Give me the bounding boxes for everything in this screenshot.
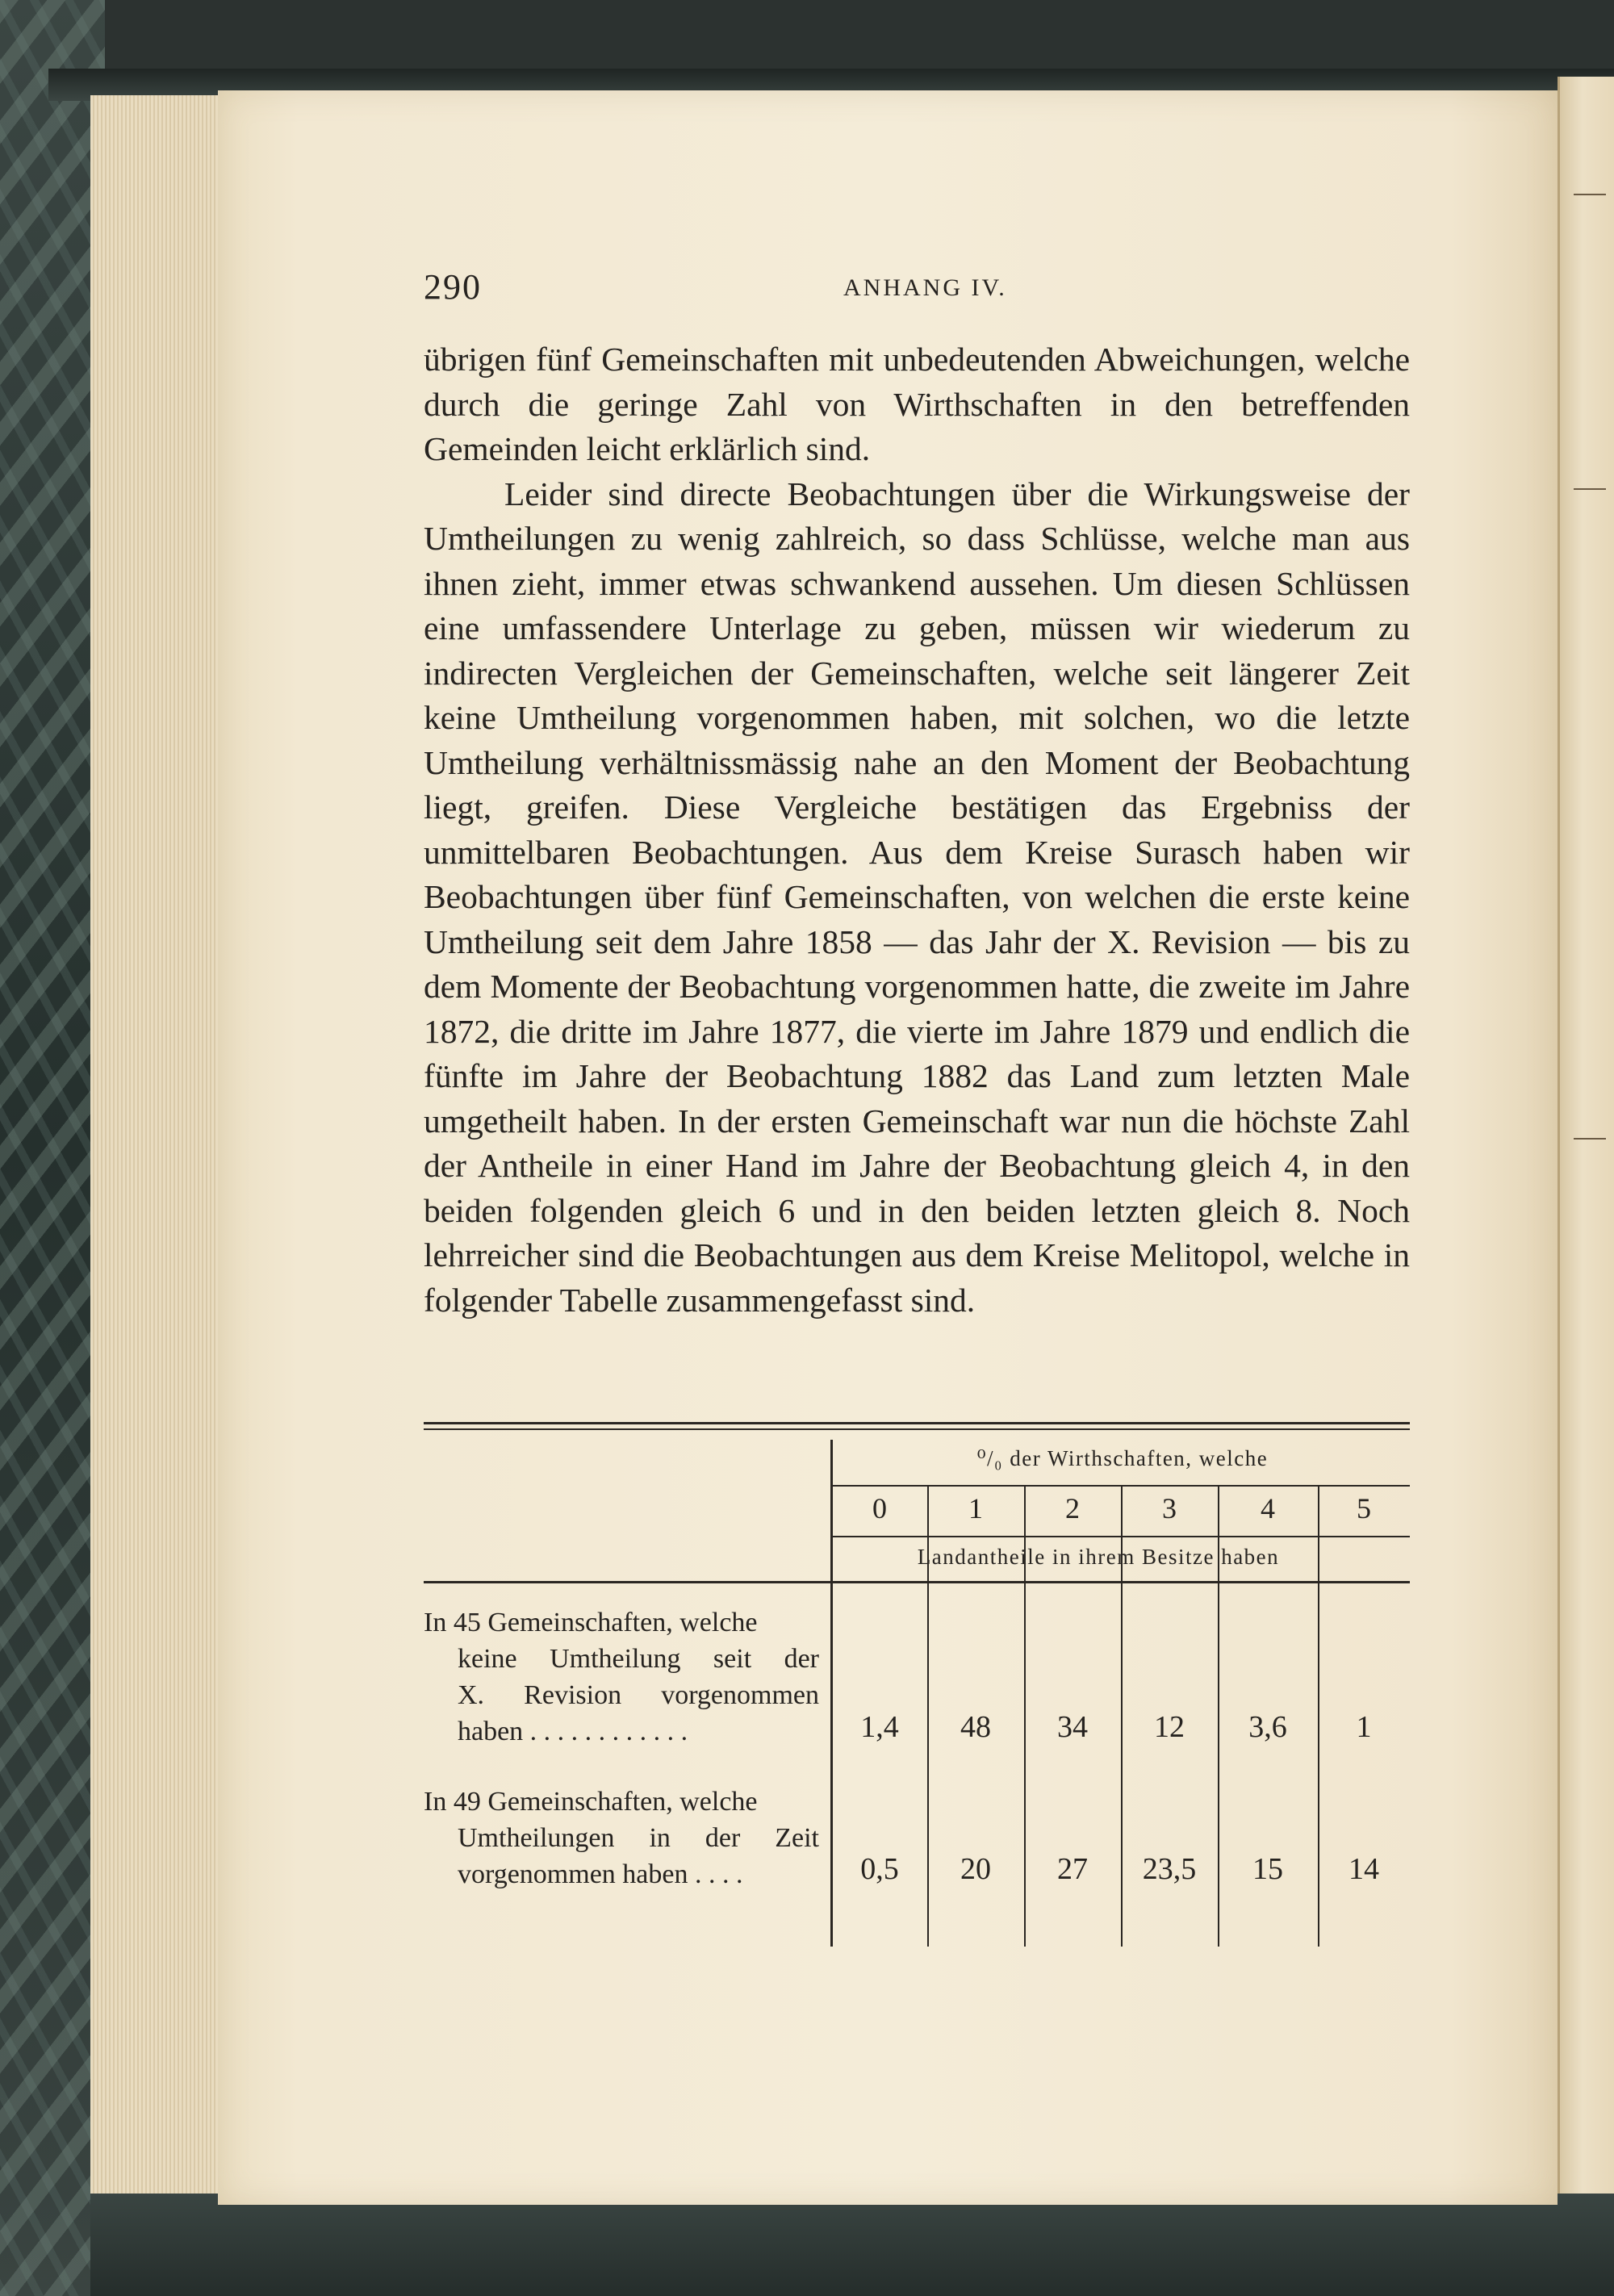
table-top-rule <box>424 1422 1410 1424</box>
paragraph: Leider sind directe Beobachtungen über die Wirkungsweise der Umtheilungen zu wenig zahlreich, so dass Schlüsse, welche man aus ihnen zieht, immer etwas schwankend aussehen. Um diesen Schlüssen eine umfassendere Unterlage zu geben, müssen wir wiederum zu indirecten Vergleichen der Gemeinschaften, welche seit längerer Zeit keine Umtheilung vorgenommen haben, mit solchen, wo die letzte Umtheilung verhältnissmässig nahe an den Moment der Beobachtung liegt, greifen. Diese Vergleiche bestätigen das Ergebniss der unmittelbaren Beobachtungen. Aus dem Kreise Surasch haben wir Beobachtungen über fünf Gemeinschaften, von welchen die erste keine Umtheilung seit dem Jahre 1858 — das Jahr der X. Revision — bis zu dem Momente der Beobachtung vorgenommen hatte, die zweite im Jahre 1872, die dritte im Jahre 1877, die vierte im Jahre 1879 und endlich die fünfte im Jahre der Beobachtung 1882 das Land zum letzten Male umgetheilt haben. In der ersten Gemeinschaft war nun die höchste Zahl der Antheile in einer Hand im Jahre der Beobachtung gleich 4, in den beiden folgenden gleich 6 und in den beiden letzten gleich 8. Noch lehrreicher sind die Beobachtungen aus dem Kreise Melitopol, welche in folgender Tabelle zusammengefasst sind. <box>424 475 1410 1319</box>
margin-mark <box>1574 1138 1606 1140</box>
margin-mark <box>1574 194 1606 195</box>
row-label-line: vorgenommen haben . . . . <box>458 1859 743 1889</box>
header-top: ⁰/₀ der Wirthschaften, welche <box>976 1446 1269 1470</box>
book-cover-marbled <box>0 0 105 2296</box>
column-header: 1 <box>968 1492 983 1524</box>
table-cell: 15 <box>1252 1852 1283 1886</box>
row-label-line: keine Umtheilung seit der <box>458 1644 819 1674</box>
header-bottom-rule <box>424 1581 1410 1583</box>
row-label-line: In 45 Gemeinschaften, welche <box>424 1608 758 1637</box>
facing-page-edge <box>1558 77 1614 2256</box>
row-label <box>424 1604 819 1750</box>
table-cell: 20 <box>960 1852 991 1886</box>
table-cell: 14 <box>1348 1852 1379 1886</box>
header-bottom: Landantheile in ihrem Besitze haben <box>917 1545 1280 1569</box>
body-text <box>424 337 1410 1323</box>
paragraph: übrigen fünf Gemeinschaften mit unbedeutenden Abweichungen, welche durch die geringe Zahl von Wirthschaften in den betreffenden Gemeinden leicht erklärlich sind. <box>424 341 1410 467</box>
column-header: 2 <box>1065 1492 1080 1524</box>
column-header: 4 <box>1261 1492 1275 1524</box>
data-table <box>424 1422 1410 1947</box>
table-cell: 48 <box>960 1710 991 1744</box>
table-cell: 23,5 <box>1142 1852 1197 1886</box>
row-label-line: In 49 Gemeinschaften, welche <box>424 1787 758 1817</box>
margin-mark <box>1574 488 1606 490</box>
row-label <box>424 1784 819 1892</box>
column-header: 3 <box>1162 1492 1177 1524</box>
row-label-line: Umtheilungen in der Zeit <box>458 1823 819 1853</box>
table-cell: 0,5 <box>860 1852 899 1886</box>
page-block-edge <box>90 95 221 2194</box>
table-cell: 1,4 <box>860 1710 899 1744</box>
row-label-line: haben . . . . . . . . . . . . <box>458 1717 688 1746</box>
page-number: 290 <box>424 267 482 307</box>
table-top-rule <box>424 1428 1410 1430</box>
row-label-line: X. Revision vorgenommen <box>458 1680 819 1710</box>
column-header: 0 <box>872 1492 887 1524</box>
running-head: ANHANG IV. <box>843 274 1007 301</box>
table-cell: 34 <box>1057 1710 1088 1744</box>
table-cell: 1 <box>1356 1710 1372 1744</box>
book-cover-bottom <box>90 2194 1614 2296</box>
table-cell: 27 <box>1057 1852 1088 1886</box>
column-header: 5 <box>1357 1492 1371 1524</box>
table-cell: 12 <box>1154 1710 1185 1744</box>
table-cell: 3,6 <box>1248 1710 1287 1744</box>
